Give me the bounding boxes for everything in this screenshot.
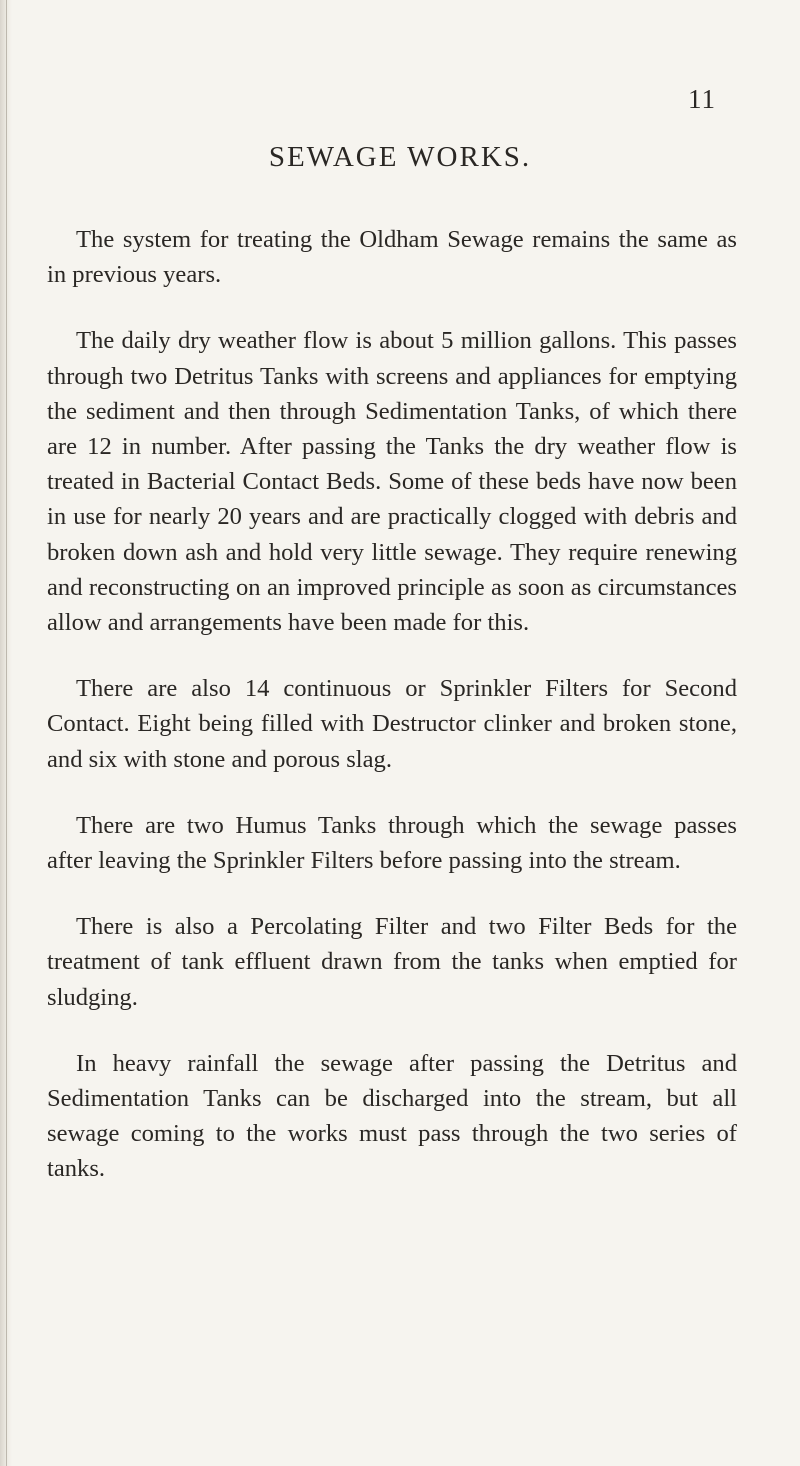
- paragraph-sprinkler-filters: There are also 14 continuous or Sprinkler Filters for Second Contact. Eight being filled with Destructor clinker and broken stone, and six with stone and porous slag.: [47, 675, 737, 773]
- body-text: [47, 222, 737, 1218]
- paragraph-heavy-rainfall: In heavy rainfall the sewage after passing the Detritus and Sedimentation Tanks can be discharged into the stream, but all sewage coming to the works must pass through the two series of tanks.: [47, 1049, 737, 1183]
- paragraph-humus-tanks: There are two Humus Tanks through which the sewage passes after leaving the Sprinkler Filters before passing into the stream.: [47, 811, 737, 875]
- paragraph-percolating-filter: There is also a Percolating Filter and two Filter Beds for the treatment of tank effluent drawn from the tanks when emptied for sludging.: [47, 913, 737, 1011]
- page-number: 11: [688, 84, 716, 114]
- paragraph-dry-weather-flow: The daily dry weather flow is about 5 million gallons. This passes through two Detritus Tanks with screens and appliances for emptying the sediment and then through Sedimentation Tanks, of which there are 12 in number. After passing the Tanks the dry weather flow is treated in Bacterial Contact Beds. Some of these beds have now been in use for nearly 20 years and are practically clogged with debris and broken down ash and hold very little sewage. They require renewing and reconstructing on an improved principle as soon as circumstances allow and arrangements have been made for this.: [47, 327, 737, 637]
- paragraph-system: The system for treating the Oldham Sewage remains the same as in previous years.: [47, 226, 737, 289]
- section-heading: SEWAGE WORKS.: [268, 141, 532, 173]
- page-gutter-line: [6, 0, 7, 1466]
